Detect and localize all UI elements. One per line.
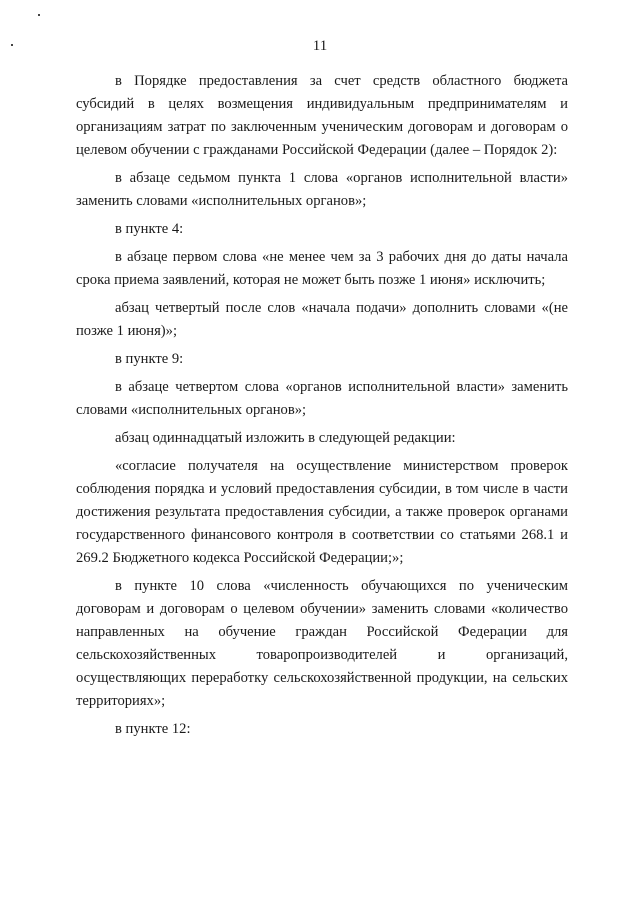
paragraph-point-4-first-indent: в абзаце первом слова «не менее чем за 3 рабочих дня до даты начала срока приема заявлений, которая не может быть позже 1 июня» исключить; <box>76 249 568 288</box>
paragraph-point-4-heading: в пункте 4: <box>115 221 184 237</box>
paragraph-order-2-intro: в Порядке предоставления за счет средств областного бюджета субсидий в целях возмещения индивидуальным предпринимателям и организациям затрат по заключенным ученическим договорам и договорам о целевом обучении с гражданами Российской Федерации (далее – Порядок 2): <box>76 73 568 158</box>
paragraph-point-12-heading: в пункте 12: <box>115 721 191 737</box>
paragraph-point-4-fourth-indent: абзац четвертый после слов «начала подачи» дополнить словами «(не позже 1 июня)»; <box>76 300 568 339</box>
paragraph-quoted-consent: «согласие получателя на осуществление министерством проверок соблюдения порядка и условий предоставления субсидии, в том числе в части достижения результата предоставления субсидии, а также проверок органами государственного финансового контроля в соответствии со статьями 268.1 и 269.2 Бюджетного кодекса Российской Федерации;»; <box>76 458 568 566</box>
paragraph-point-9-heading: в пункте 9: <box>115 351 184 367</box>
paragraph-point-1-amendment: в абзаце седьмом пункта 1 слова «органов исполнительной власти» заменить словами «исполнительных органов»; <box>76 170 568 209</box>
document-body <box>76 70 568 746</box>
paragraph-point-9-fourth-indent: в абзаце четвертом слова «органов исполнительной власти» заменить словами «исполнительных органов»; <box>76 379 568 418</box>
paragraph-point-9-eleventh-indent: абзац одиннадцатый изложить в следующей редакции: <box>115 430 456 446</box>
page-number: 11 <box>312 38 328 54</box>
scan-speck <box>38 14 40 16</box>
paragraph-point-10-amendment: в пункте 10 слова «численность обучающихся по ученическим договорам и договорам о целевом обучении» заменить словами «количество направленных на обучение граждан Российской Федерации для сельскохозяйственных товаропроизводителей и организаций, осуществляющих переработку сельскохозяйственной продукции, на сельских территориях»; <box>76 578 568 709</box>
